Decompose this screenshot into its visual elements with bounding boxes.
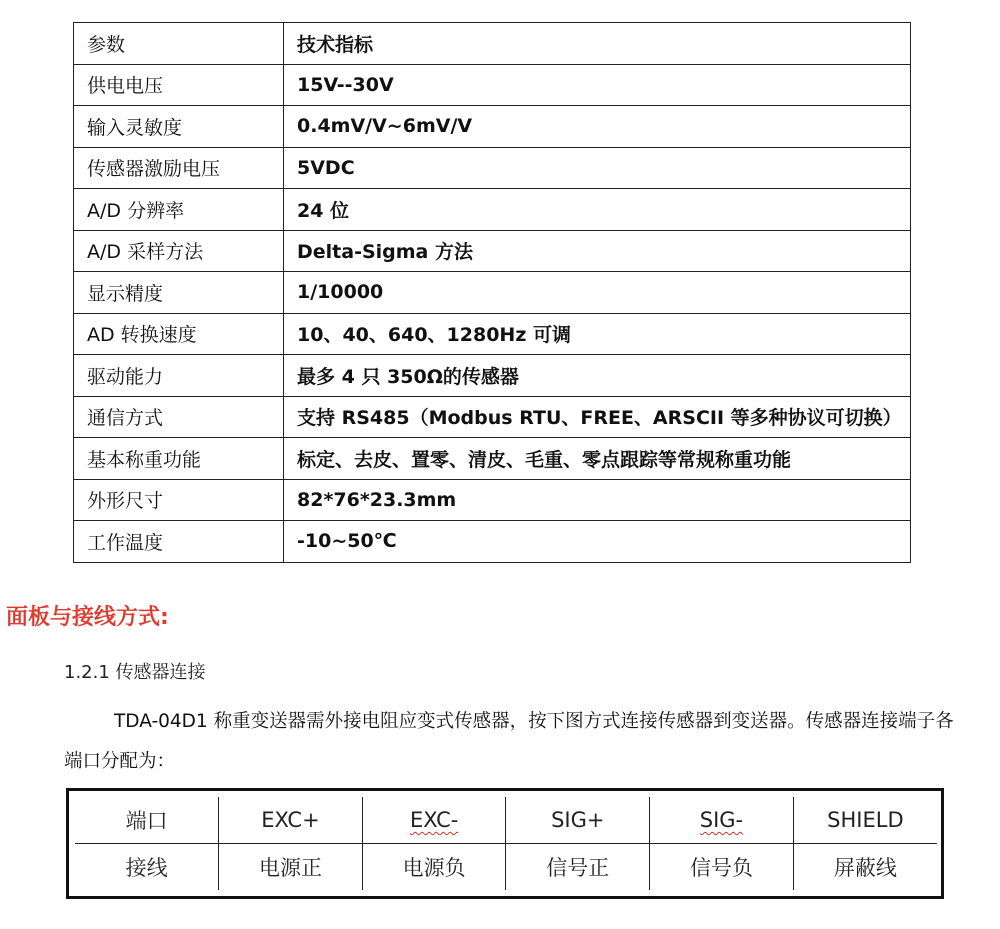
port-cell: EXC+ (219, 797, 363, 844)
table-row (74, 106, 911, 148)
param-name: A/D 采样方法 (74, 230, 284, 272)
table-row (74, 64, 911, 106)
param-name: 显示精度 (74, 272, 284, 314)
param-name: 输入灵敏度 (74, 106, 284, 148)
wire-cell: 信号负 (650, 844, 794, 891)
table-row (74, 438, 911, 480)
param-name: 传感器激励电压 (74, 147, 284, 189)
table-row (74, 230, 911, 272)
table-row (74, 272, 911, 314)
port-label: SIG- (699, 808, 744, 832)
param-value: 支持 RS485（Modbus RTU、FREE、ARSCII 等多种协议可切换） (284, 396, 911, 438)
port-cell: 端口 (75, 797, 219, 844)
wire-cell: 电源正 (219, 844, 363, 891)
port-cell (650, 797, 794, 844)
port-cell: SHIELD (793, 797, 937, 844)
port-row (75, 797, 937, 844)
spec-table (73, 22, 911, 563)
param-value: 82*76*23.3mm (284, 479, 911, 521)
wire-cell: 电源负 (362, 844, 506, 891)
param-value: 0.4mV/V~6mV/V (284, 106, 911, 148)
param-value: Delta-Sigma 方法 (284, 230, 911, 272)
param-value: 5VDC (284, 147, 911, 189)
param-value: -10~50℃ (284, 521, 911, 563)
param-value: 15V--30V (284, 64, 911, 106)
param-name: 参数 (74, 23, 284, 65)
param-value: 技术指标 (284, 23, 911, 65)
table-row (74, 23, 911, 65)
wire-cell: 屏蔽线 (793, 844, 937, 891)
body-paragraph: TDA-04D1 称重变送器需外接电阻应变式传感器，按下图方式连接传感器到变送器。传感器连接端子各端口分配为： (64, 711, 954, 772)
table-row (74, 147, 911, 189)
param-name: AD 转换速度 (74, 313, 284, 355)
param-name: 工作温度 (74, 521, 284, 563)
param-name: 基本称重功能 (74, 438, 284, 480)
param-name: 驱动能力 (74, 355, 284, 397)
param-value: 24 位 (284, 189, 911, 231)
port-cell (362, 797, 506, 844)
table-row (74, 521, 911, 563)
table-row (74, 313, 911, 355)
param-value: 最多 4 只 350Ω的传感器 (284, 355, 911, 397)
param-name: A/D 分辨率 (74, 189, 284, 231)
param-name: 外形尺寸 (74, 479, 284, 521)
sub-heading: 1.2.1 传感器连接 (64, 662, 206, 683)
connection-table-frame (66, 788, 944, 899)
port-cell: SIG+ (506, 797, 650, 844)
param-name: 供电电压 (74, 64, 284, 106)
section-heading: 面板与接线方式: (6, 605, 169, 630)
param-name: 通信方式 (74, 396, 284, 438)
param-value: 1/10000 (284, 272, 911, 314)
wire-row (75, 844, 937, 891)
connection-table (75, 797, 937, 890)
table-row (74, 479, 911, 521)
port-label: EXC- (409, 808, 459, 832)
table-row (74, 189, 911, 231)
table-row (74, 396, 911, 438)
table-row (74, 355, 911, 397)
wire-cell: 信号正 (506, 844, 650, 891)
param-value: 标定、去皮、置零、清皮、毛重、零点跟踪等常规称重功能 (284, 438, 911, 480)
param-value: 10、40、640、1280Hz 可调 (284, 313, 911, 355)
wire-cell: 接线 (75, 844, 219, 891)
